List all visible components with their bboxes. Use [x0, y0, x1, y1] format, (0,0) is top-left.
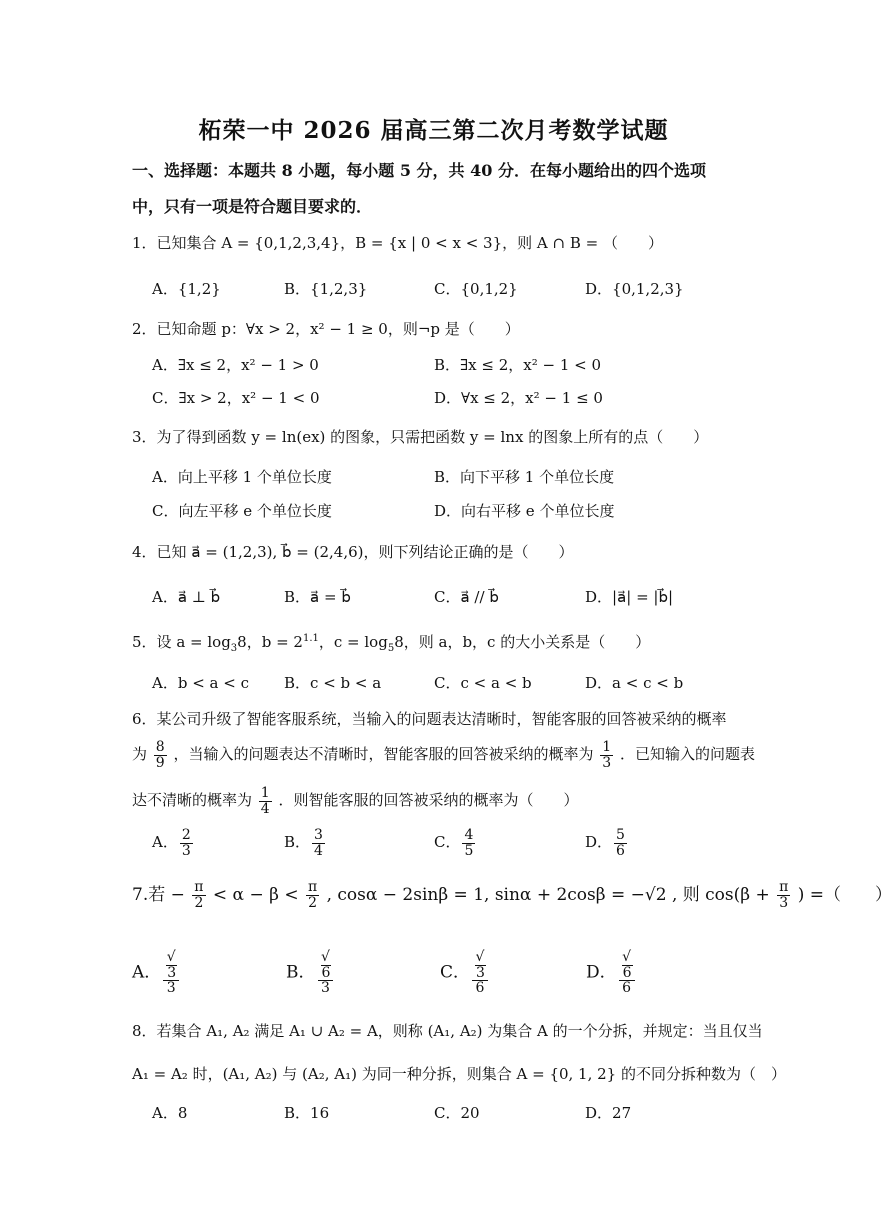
section-heading-line2: 中，只有一项是符合题目要求的． — [132, 197, 373, 216]
q3-option-c: C．向左平移 e 个单位长度 — [152, 502, 332, 520]
q7-option-d: D． √ 6 6 — [586, 950, 637, 996]
q4-option-a: A．a⃗ ⊥ b⃗ — [152, 588, 221, 606]
fraction-1-3: $\frac{1}{3}$ — [602, 739, 612, 771]
q1-option-c: C．{0,1,2} — [434, 280, 518, 298]
question-6-line1: 6．某公司升级了智能客服系统，当输入的问题表达清晰时，智能客服的回答被采纳的概率 — [132, 710, 727, 728]
question-6-line3: 达不清晰的概率为 $\frac{1}{4}$ ．则智能客服的回答被采纳的概率为（ ） — [132, 785, 579, 817]
question-4: 4．已知 a⃗ = (1,2,3), b⃗ = (2,4,6)，则下列结论正确的是（ ） — [132, 543, 574, 561]
q8-option-d: D．27 — [585, 1104, 632, 1122]
q2-option-b: B．∃x ≤ 2，x² − 1 < 0 — [434, 356, 602, 374]
question-8-line2: A₁ = A₂ 时，(A₁, A₂) 与 (A₂, A₁) 为同一种分拆，则集合 A = {0, 1, 2} 的不同分拆种数为（ ） — [132, 1065, 786, 1083]
q8-option-a: A．8 — [152, 1104, 188, 1122]
q6-option-a: A． $\frac{2}{3}$ — [152, 827, 191, 859]
q2-option-d: D．∀x ≤ 2，x² − 1 ≤ 0 — [434, 389, 603, 407]
q7-option-c: C． √ 3 6 — [440, 950, 490, 996]
q2-option-c: C．∃x > 2，x² − 1 < 0 — [152, 389, 320, 407]
q4-option-d: D．|a⃗| = |b⃗| — [585, 588, 674, 606]
q8-option-c: C．20 — [434, 1104, 480, 1122]
q2-option-a: A．∃x ≤ 2，x² − 1 > 0 — [152, 356, 319, 374]
section-heading-line1: 一、选择题：本题共 8 小题，每小题 5 分，共 40 分．在每小题给出的四个选项 — [132, 161, 706, 180]
q1-option-a: A．{1,2} — [152, 280, 221, 298]
q7-option-a: A． √ 3 3 — [132, 950, 181, 996]
q4-option-b: B．a⃗ = b⃗ — [284, 588, 351, 606]
q3-option-b: B．向下平移 1 个单位长度 — [434, 468, 615, 486]
q4-option-c: C．a⃗ // b⃗ — [434, 588, 499, 606]
q5-option-a: A．b < a < c — [152, 674, 249, 692]
question-6-line2: 为 $\frac{8}{9}$ ，当输入的问题表达不清晰时，智能客服的回答被采纳的概率为 $\frac{1}{3}$ ．已知输入的问题表 — [132, 739, 756, 771]
q3-option-d: D．向右平移 e 个单位长度 — [434, 502, 615, 520]
q5-option-d: D．a < c < b — [585, 674, 684, 692]
q3-option-a: A．向上平移 1 个单位长度 — [152, 468, 332, 486]
question-5: 5．设 $a = \log_38$，$b = 2^{1.1}$，$c = \log_58$，则 a，b，c 的大小关系是（ ） — [132, 633, 651, 654]
fraction-1-4: $\frac{1}{4}$ — [260, 785, 270, 817]
q6-option-c: C． $\frac{4}{5}$ — [434, 827, 474, 859]
q5-option-b: B．c < b < a — [284, 674, 382, 692]
q1-option-d: D．{0,1,2,3} — [585, 280, 684, 298]
q7-option-b: B． √ 6 3 — [286, 950, 335, 996]
question-1: 1．已知集合 A = {0,1,2,3,4}，B = {x | 0 < x < 3}，则 A ∩ B = （ ） — [132, 234, 663, 252]
fraction-8-9: $\frac{8}{9}$ — [155, 739, 165, 771]
q8-option-b: B．16 — [284, 1104, 330, 1122]
question-8-line1: 8．若集合 A₁, A₂ 满足 A₁ ∪ A₂ = A，则称 (A₁, A₂) 为集合 A 的一个分拆，并规定：当且仅当 — [132, 1022, 763, 1040]
question-7: 7.若 − $\frac{\pi}{2}$ < α − β < $\frac{\pi}{2}$ , cosα − 2sinβ = 1, sinα + 2cosβ = −√2 , 则 cos(β + $\frac{\pi}{3}$ ) =（ ） — [132, 879, 892, 911]
q1-option-b: B．{1,2,3} — [284, 280, 368, 298]
q6-option-d: D． $\frac{5}{6}$ — [585, 827, 625, 859]
question-3: 3．为了得到函数 y = ln(ex) 的图象，只需把函数 y = lnx 的图象上所有的点（ ） — [132, 428, 709, 446]
q6-option-b: B． $\frac{3}{4}$ — [284, 827, 323, 859]
question-2: 2．已知命题 p：∀x > 2，x² − 1 ≥ 0，则¬p 是（ ） — [132, 320, 520, 338]
q5-option-c: C．c < a < b — [434, 674, 532, 692]
exam-title: 柘荣一中 2026 届高三第二次月考数学试题 — [198, 117, 669, 144]
